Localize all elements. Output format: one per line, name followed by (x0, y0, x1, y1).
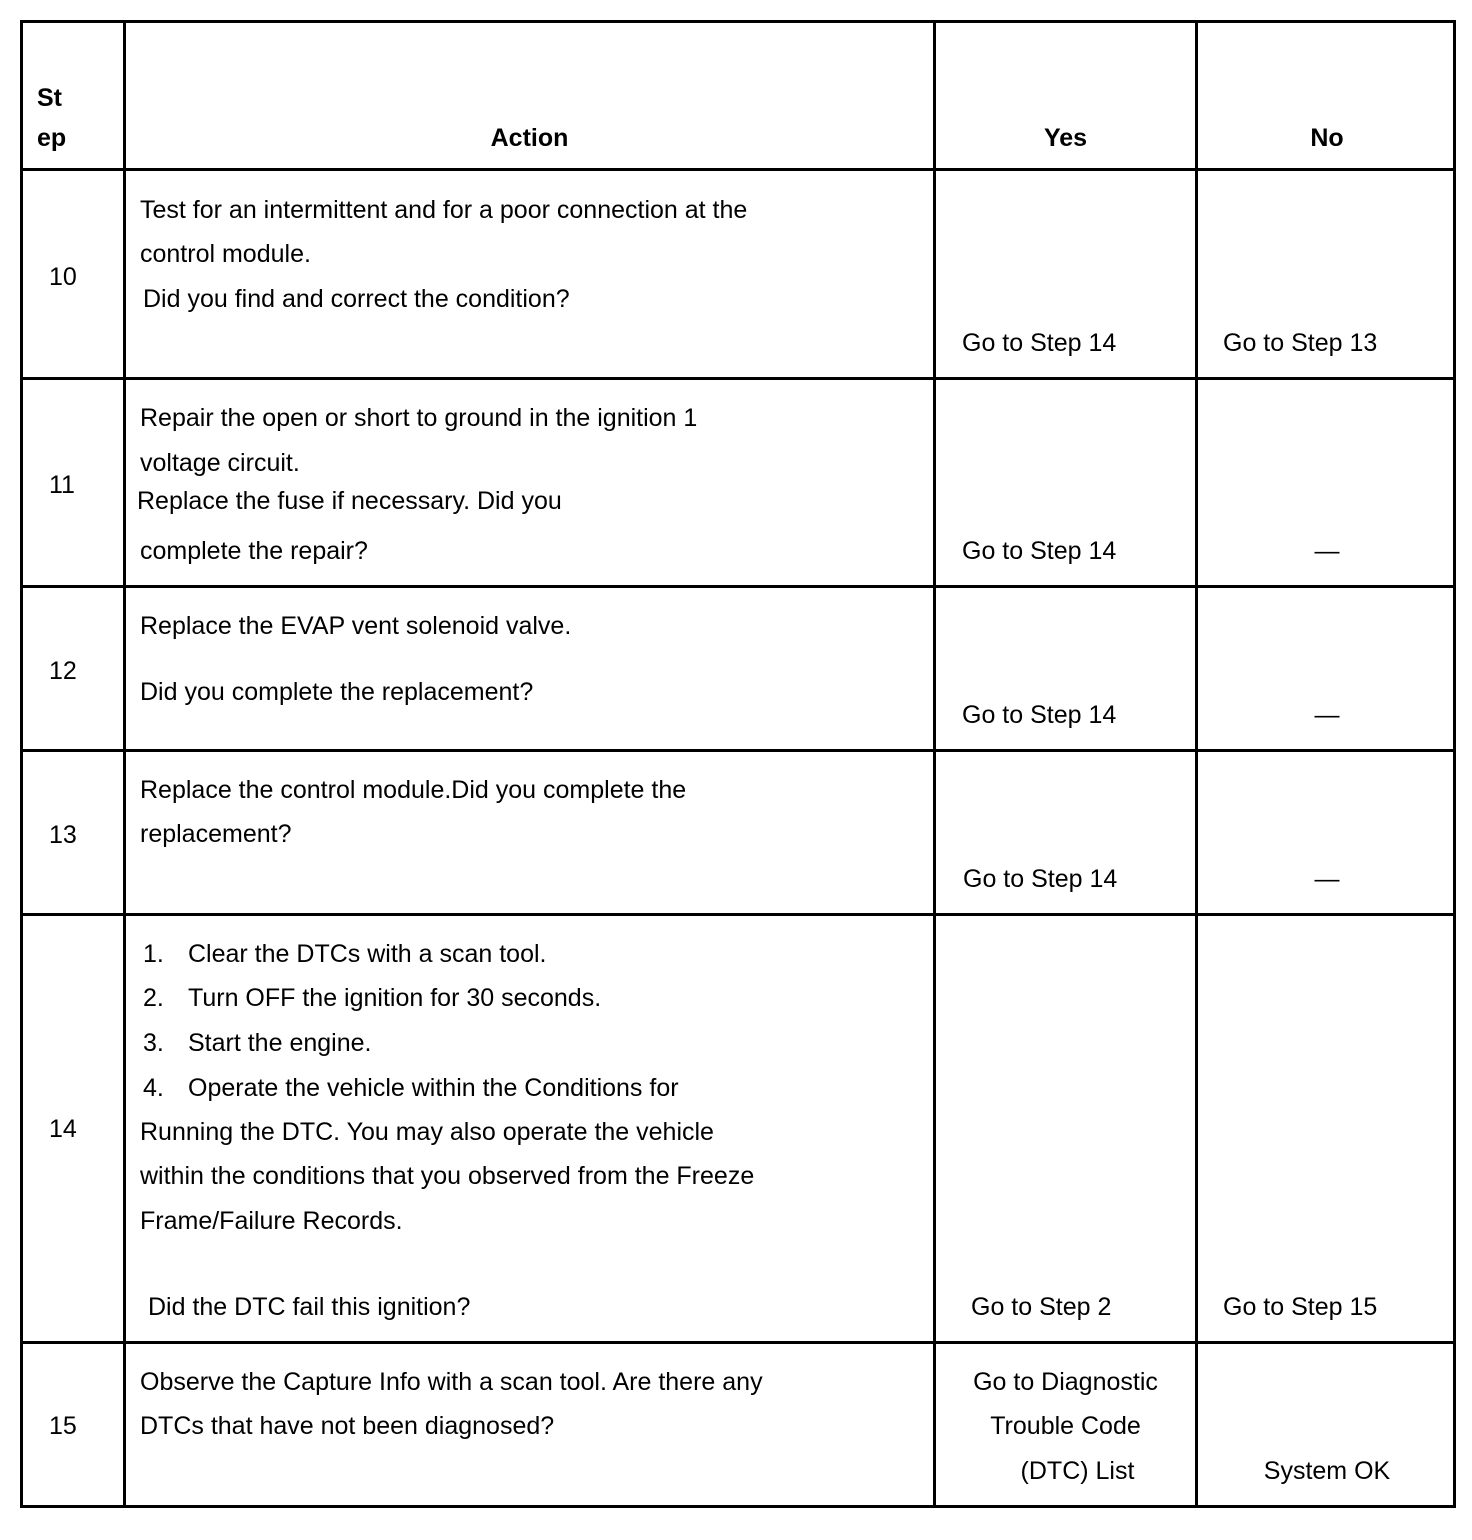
header-action: Action (490, 124, 569, 152)
yes-result: Go to Diagnostic (973, 1368, 1158, 1396)
action-question: Did the DTC fail this ignition? (148, 1293, 471, 1321)
header-step-line1: St (37, 84, 62, 112)
no-result: — (1314, 537, 1340, 565)
action-line: Running the DTC. You may also operate the vehicle (140, 1118, 714, 1146)
action-line: Replace the EVAP vent solenoid valve. (140, 612, 572, 640)
yes-result: (DTC) List (1020, 1457, 1135, 1485)
action-question: Did you find and correct the condition? (143, 285, 570, 313)
step-number: 13 (49, 821, 77, 849)
row-divider (23, 913, 1453, 916)
yes-result: Go to Step 14 (962, 537, 1117, 565)
no-result: Go to Step 15 (1223, 1293, 1378, 1321)
yes-result: Go to Step 2 (971, 1293, 1112, 1321)
yes-result: Go to Step 14 (962, 329, 1117, 357)
column-divider (123, 23, 126, 1505)
yes-result: Go to Step 14 (963, 865, 1118, 893)
action-line: Test for an intermittent and for a poor connection at the (140, 196, 748, 224)
action-line: Frame/Failure Records. (140, 1207, 403, 1235)
step-number: 15 (49, 1412, 77, 1440)
list-number: 4. (143, 1074, 164, 1102)
action-line: Repair the open or short to ground in the ignition 1 (140, 404, 698, 432)
no-result: System OK (1263, 1457, 1391, 1485)
list-item: Start the engine. (188, 1029, 372, 1057)
header-yes: Yes (1043, 124, 1088, 152)
row-divider (23, 168, 1453, 171)
no-result: — (1314, 865, 1340, 893)
no-result: — (1314, 701, 1340, 729)
action-question: complete the repair? (140, 537, 368, 565)
list-item: Clear the DTCs with a scan tool. (188, 940, 547, 968)
action-question: Did you complete the replacement? (140, 678, 534, 706)
action-line: Replace the fuse if necessary. Did you (137, 487, 562, 515)
no-result: Go to Step 13 (1223, 329, 1378, 357)
column-divider (933, 23, 936, 1505)
row-divider (23, 585, 1453, 588)
list-number: 2. (143, 984, 164, 1012)
step-number: 10 (49, 263, 77, 291)
list-number: 1. (143, 940, 164, 968)
row-divider (23, 377, 1453, 380)
row-divider (23, 1341, 1453, 1344)
header-no: No (1310, 124, 1344, 152)
action-line: Replace the control module.Did you complete the (140, 776, 687, 804)
action-line: voltage circuit. (140, 449, 300, 477)
action-line: within the conditions that you observed from the Freeze (140, 1162, 755, 1190)
action-question: replacement? (140, 820, 292, 848)
step-number: 12 (49, 657, 77, 685)
list-item: Operate the vehicle within the Conditions for (188, 1074, 679, 1102)
step-number: 11 (49, 471, 75, 499)
header-step-line2: ep (37, 124, 67, 152)
column-divider (1195, 23, 1198, 1505)
list-item: Turn OFF the ignition for 30 seconds. (188, 984, 602, 1012)
yes-result: Go to Step 14 (962, 701, 1117, 729)
action-line: Observe the Capture Info with a scan tool. Are there any (140, 1368, 763, 1396)
yes-result: Trouble Code (990, 1412, 1141, 1440)
action-question: DTCs that have not been diagnosed? (140, 1412, 555, 1440)
row-divider (23, 749, 1453, 752)
diagnostic-table (20, 20, 1456, 1508)
action-line: control module. (140, 240, 311, 268)
step-number: 14 (49, 1115, 77, 1143)
list-number: 3. (143, 1029, 164, 1057)
